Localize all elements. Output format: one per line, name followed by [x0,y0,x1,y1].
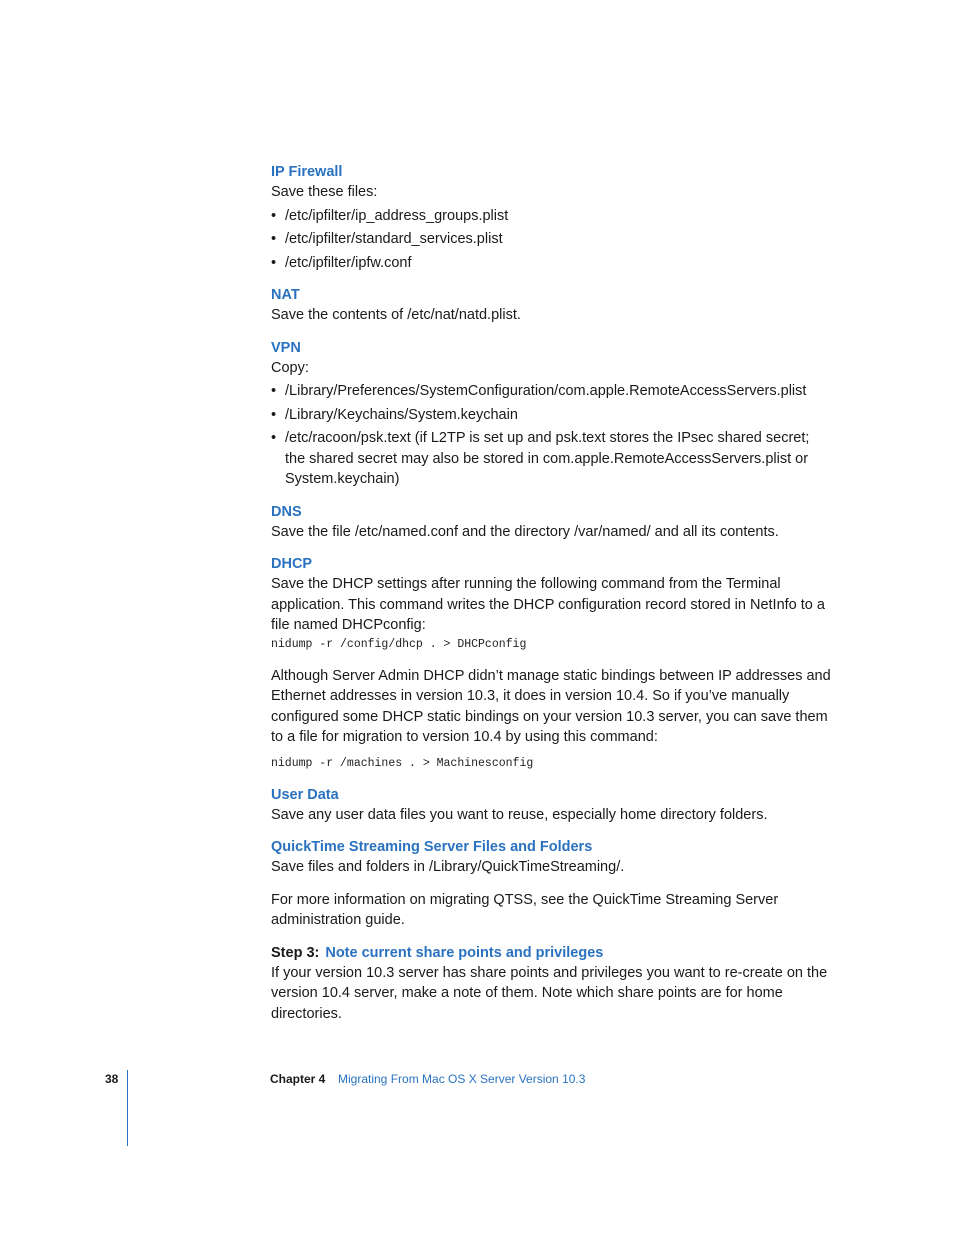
list-item [271,253,831,274]
list-item [271,405,831,426]
dhcp-text-1: Save the DHCP settings after running the following command from the Terminal application. This command writes the DHCP configuration record stored in NetInfo to a file named DHCPconfig: [271,576,825,633]
code-block: nidump -r /machines . > Machinesconfig [271,756,534,770]
footer-chapter: Chapter 4 [270,1072,326,1086]
heading-user-data: User Data [271,786,339,803]
heading-dns: DNS [271,503,302,520]
heading-ip-firewall: IP Firewall [271,164,343,180]
list-item-text: /etc/ipfilter/standard_services.plist [285,231,503,247]
heading-dhcp: DHCP [271,556,313,572]
step-title: Note current share points and privileges [325,944,604,961]
vpn-intro: Copy: [271,359,309,376]
heading-vpn: VPN [271,339,301,356]
step-label: Step 3: [271,944,320,961]
list-item [271,428,831,490]
list-item-text: /etc/ipfilter/ipfw.conf [285,254,412,271]
list-item [271,229,831,250]
page-body [271,162,831,1024]
code-block: nidump -r /config/dhcp . > DHCPconfig [271,637,527,651]
heading-nat: NAT [271,287,300,303]
list-item-text: /Library/Preferences/SystemConfiguration/com.apple.RemoteAccessServers.plist [285,383,807,399]
list-item-text: /etc/ipfilter/ip_address_groups.plist [285,207,509,224]
bullet: • [271,383,277,399]
bullet: • [271,231,277,247]
user-data-text: Save any user data files you want to reuse, especially home directory folders. [271,806,768,823]
step-heading [271,943,831,963]
dhcp-text-2: Although Server Admin DHCP didn’t manage static bindings between IP addresses and Ethernet addresses in version 10.3, it does in version 10.4. So if you’ve manually configured some DHCP static bindings on your version 10.3 server, you can save them to a file for migration to version 10.4 by using this command: [271,667,831,745]
footer-rule [127,1070,128,1146]
bullet: • [271,406,277,423]
step3-text: If your version 10.3 server has share points and privileges you want to re-create on the version 10.4 server, make a note of them. Note which share points are for home directories. [271,964,828,1022]
ip-firewall-intro: Save these files: [271,184,378,200]
qtss-text-1: Save files and folders in /Library/QuickTimeStreaming/. [271,859,625,875]
heading-qtss: QuickTime Streaming Server Files and Folders [271,839,593,855]
list-item [271,206,831,227]
bullet: • [271,254,277,271]
nat-text: Save the contents of /etc/nat/natd.plist. [271,307,521,323]
footer-chapter-title: Migrating From Mac OS X Server Version 10.3 [338,1072,586,1086]
dns-text: Save the file /etc/named.conf and the directory /var/named/ and all its contents. [271,523,779,540]
qtss-text-2: For more information on migrating QTSS, see the QuickTime Streaming Server administration guide. [271,891,779,928]
page-number: 38 [105,1072,119,1086]
bullet: • [271,207,277,224]
bullet: • [271,430,277,446]
list-item [271,381,831,402]
list-item-text: /etc/racoon/psk.text (if L2TP is set up and psk.text stores the IPsec shared secret; the shared secret may also be stored in com.apple.RemoteAccessServers.plist or System.keychain) [285,430,810,487]
list-item-text: /Library/Keychains/System.keychain [285,406,518,423]
